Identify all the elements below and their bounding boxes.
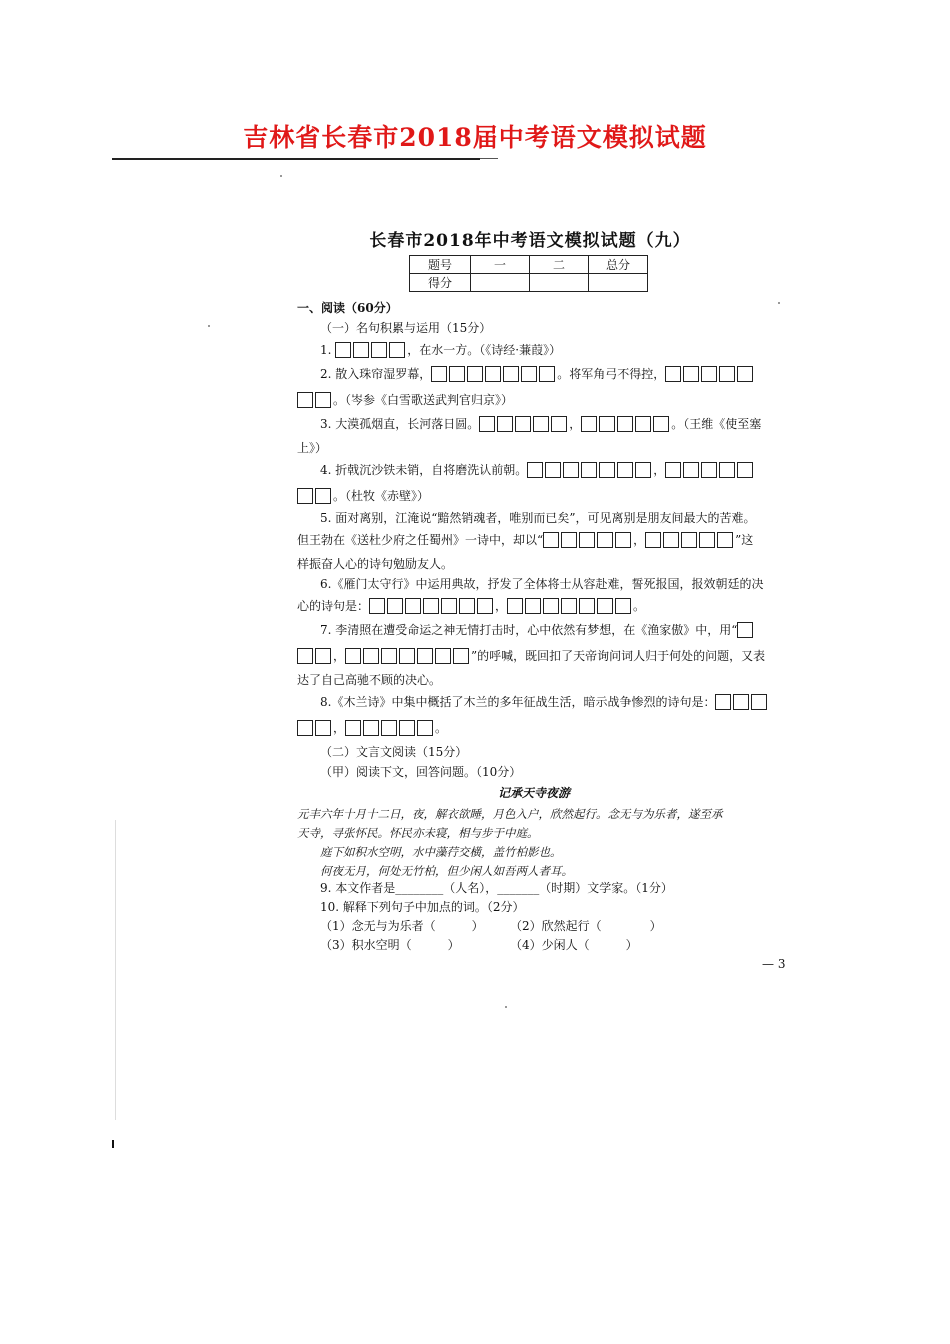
question-5-cont2: 样振奋人心的诗句勉励友人。: [297, 557, 454, 571]
question-3: [320, 416, 761, 432]
question-text: 4. 折戟沉沙铁未销，自将磨洗认前朝。: [320, 463, 528, 477]
answer-box[interactable]: [435, 648, 451, 664]
question-text: 。（岑参《白雪歌送武判官归京》）: [333, 393, 514, 407]
question-text: 3. 大漠孤烟直，长河落日圆。: [320, 417, 480, 431]
answer-box[interactable]: [665, 366, 681, 382]
answer-box[interactable]: [345, 720, 361, 736]
answer-box[interactable]: [683, 366, 699, 382]
answer-box[interactable]: [733, 694, 749, 710]
answer-box[interactable]: [315, 392, 331, 408]
question-text: ，: [653, 463, 666, 477]
question-7-cont: [297, 648, 765, 664]
answer-box[interactable]: [715, 694, 731, 710]
answer-box[interactable]: [599, 462, 615, 478]
answer-box[interactable]: [389, 342, 405, 358]
score-table: [409, 255, 648, 292]
question-text: ”这: [735, 533, 754, 547]
scan-speck: [208, 325, 210, 327]
answer-box[interactable]: [381, 720, 397, 736]
answer-box[interactable]: [653, 416, 669, 432]
question-text: ，: [495, 599, 508, 613]
question-text: 。（王维《使至塞: [671, 417, 762, 431]
answer-box[interactable]: [551, 416, 567, 432]
answer-box[interactable]: [381, 648, 397, 664]
scan-speck: [280, 175, 282, 177]
answer-box[interactable]: [581, 462, 597, 478]
paper-title: 长春市2018年中考语文模拟试题（九）: [369, 231, 691, 251]
score-cell: 总分: [589, 256, 648, 274]
question-8: [320, 694, 769, 710]
answer-box[interactable]: [441, 598, 457, 614]
answer-box[interactable]: [399, 720, 415, 736]
question-1: [320, 342, 561, 358]
question-10-item: （1）念无与为乐者（ ）: [320, 919, 484, 933]
document-title: 吉林省长春市2018届中考语文模拟试题: [243, 123, 707, 152]
answer-box[interactable]: [717, 532, 733, 548]
answer-box[interactable]: [561, 598, 577, 614]
subsection-instruction: （甲）阅读下文，回答问题。（10分）: [320, 765, 522, 779]
answer-box[interactable]: [497, 416, 513, 432]
question-text: 1.: [320, 343, 332, 357]
passage-line: 庭下如积水空明，水中藻荇交横，盖竹柏影也。: [320, 845, 562, 859]
subsection-heading: （二）文言文阅读（15分）: [320, 745, 468, 759]
question-5-cont: [297, 532, 753, 548]
answer-box[interactable]: [737, 622, 753, 638]
answer-box[interactable]: [543, 532, 559, 548]
title-rule-dash: [480, 158, 498, 159]
score-table-score-row: [410, 274, 648, 292]
question-text: 7. 李清照在遭受命运之神无情打击时，心中依然有梦想，在《渔家傲》中，用“: [320, 623, 738, 637]
answer-box[interactable]: [507, 598, 523, 614]
answer-box[interactable]: [737, 366, 753, 382]
answer-box[interactable]: [737, 462, 753, 478]
passage-line: 天寺，寻张怀民。怀民亦未寝，相与步于中庭。: [297, 826, 539, 840]
answer-box[interactable]: [539, 366, 555, 382]
answer-box[interactable]: [719, 462, 735, 478]
answer-box[interactable]: [635, 462, 651, 478]
answer-box[interactable]: [363, 720, 379, 736]
page-number: — 3: [762, 957, 786, 971]
question-text: ，: [333, 649, 346, 663]
question-text: 。: [435, 721, 448, 735]
answer-box[interactable]: [297, 488, 313, 504]
question-text: ”的呼喊，既回扣了天帝询问词人归于何处的问题，又表: [471, 649, 766, 663]
answer-box[interactable]: [563, 462, 579, 478]
score-cell: 得分: [410, 274, 471, 292]
scan-speck: [505, 1006, 507, 1008]
answer-box[interactable]: [527, 462, 543, 478]
answer-box[interactable]: [515, 416, 531, 432]
answer-box[interactable]: [485, 366, 501, 382]
question-2: [320, 366, 755, 382]
question-6-cont: [297, 598, 645, 614]
answer-box[interactable]: [525, 598, 541, 614]
question-7-cont2: 达了自己高驰不顾的决心。: [297, 673, 442, 687]
question-text: 。（杜牧《赤壁》）: [333, 489, 430, 503]
score-cell: 二: [530, 256, 589, 274]
question-10-item: （4）少闲人（ ）: [510, 938, 638, 952]
answer-box[interactable]: [297, 648, 313, 664]
answer-box[interactable]: [449, 366, 465, 382]
answer-box[interactable]: [645, 532, 661, 548]
scan-mark: [112, 1140, 114, 1148]
answer-box[interactable]: [597, 532, 613, 548]
section-heading: 一、阅读（60分）: [297, 301, 398, 315]
question-9: 9. 本文作者是________（人名），_______（时期）文学家。（1分）: [320, 881, 673, 895]
answer-box[interactable]: [597, 598, 613, 614]
question-8-cont: [297, 720, 447, 736]
answer-box[interactable]: [615, 532, 631, 548]
question-5: 5. 面对离别，江淹说“黯然销魂者，唯别而已矣”，可见离别是朋友间最大的苦难。: [320, 511, 756, 525]
question-text: 。: [633, 599, 646, 613]
question-text: ，: [633, 533, 646, 547]
question-3-cont: 上》）: [297, 441, 328, 455]
question-7: [320, 622, 755, 638]
score-cell: 一: [471, 256, 530, 274]
answer-box[interactable]: [315, 720, 331, 736]
answer-box[interactable]: [363, 648, 379, 664]
answer-box[interactable]: [701, 366, 717, 382]
answer-box[interactable]: [719, 366, 735, 382]
question-text: ，: [569, 417, 582, 431]
answer-box[interactable]: [561, 532, 577, 548]
answer-box[interactable]: [399, 648, 415, 664]
answer-box[interactable]: [617, 416, 633, 432]
answer-box[interactable]: [423, 598, 439, 614]
answer-box[interactable]: [533, 416, 549, 432]
question-text: 但王勃在《送杜少府之任蜀州》一诗中，却以“: [297, 533, 544, 547]
question-text: ，在水一方。（《诗经·蒹葭》）: [407, 343, 562, 357]
answer-box[interactable]: [599, 416, 615, 432]
answer-box[interactable]: [459, 598, 475, 614]
answer-box[interactable]: [751, 694, 767, 710]
question-text: ，: [333, 721, 346, 735]
question-6: 6.《雁门太守行》中运用典故，抒发了全体将士从容赴难，誓死报国，报效朝廷的决: [320, 577, 764, 591]
answer-box[interactable]: [353, 342, 369, 358]
scan-speck: [778, 302, 780, 304]
answer-box[interactable]: [579, 598, 595, 614]
answer-box[interactable]: [315, 488, 331, 504]
question-text: 心的诗句是：: [297, 599, 370, 613]
answer-box[interactable]: [297, 392, 313, 408]
answer-box[interactable]: [663, 532, 679, 548]
answer-box[interactable]: [297, 720, 313, 736]
question-10: 10. 解释下列句子中加点的词。（2分）: [320, 900, 525, 914]
answer-box[interactable]: [371, 342, 387, 358]
score-cell: [589, 274, 648, 292]
answer-box[interactable]: [369, 598, 385, 614]
passage-title: 记承天寺夜游: [498, 786, 571, 800]
answer-box[interactable]: [665, 462, 681, 478]
score-cell: [471, 274, 530, 292]
answer-box[interactable]: [543, 598, 559, 614]
answer-box[interactable]: [681, 532, 697, 548]
question-4: [320, 462, 755, 478]
question-10-item: （2）欣然起行（ ）: [510, 919, 662, 933]
question-text: 8.《木兰诗》中集中概括了木兰的多年征战生活，暗示战争惨烈的诗句是：: [320, 695, 716, 709]
answer-box[interactable]: [503, 366, 519, 382]
answer-box[interactable]: [345, 648, 361, 664]
answer-box[interactable]: [315, 648, 331, 664]
answer-box[interactable]: [467, 366, 483, 382]
question-2-cont: [297, 392, 513, 408]
score-table-header-row: [410, 256, 648, 274]
title-rule: [112, 158, 480, 160]
scan-edge-line: [115, 820, 116, 1120]
answer-box[interactable]: [405, 598, 421, 614]
answer-box[interactable]: [615, 598, 631, 614]
question-text: 。将军角弓不得控，: [557, 367, 666, 381]
answer-box[interactable]: [699, 532, 715, 548]
answer-box[interactable]: [335, 342, 351, 358]
question-4-cont: [297, 488, 429, 504]
answer-box[interactable]: [701, 462, 717, 478]
answer-box[interactable]: [431, 366, 447, 382]
score-cell: 题号: [410, 256, 471, 274]
passage-line: 何夜无月，何处无竹柏，但少闲人如吾两人者耳。: [320, 864, 573, 878]
answer-box[interactable]: [417, 720, 433, 736]
subsection-heading: （一）名句积累与运用（15分）: [320, 321, 492, 335]
answer-box[interactable]: [479, 416, 495, 432]
question-10-item: （3）积水空明（ ）: [320, 938, 460, 952]
answer-box[interactable]: [545, 462, 561, 478]
answer-box[interactable]: [453, 648, 469, 664]
passage-line: 元丰六年十月十二日，夜，解衣欲睡，月色入户，欣然起行。念无与为乐者，遂至承: [297, 807, 723, 821]
answer-box[interactable]: [417, 648, 433, 664]
answer-box[interactable]: [387, 598, 403, 614]
question-text: 2. 散入珠帘湿罗幕，: [320, 367, 432, 381]
answer-box[interactable]: [581, 416, 597, 432]
answer-box[interactable]: [635, 416, 651, 432]
score-cell: [530, 274, 589, 292]
answer-box[interactable]: [579, 532, 595, 548]
answer-box[interactable]: [617, 462, 633, 478]
answer-box[interactable]: [521, 366, 537, 382]
answer-box[interactable]: [683, 462, 699, 478]
answer-box[interactable]: [477, 598, 493, 614]
